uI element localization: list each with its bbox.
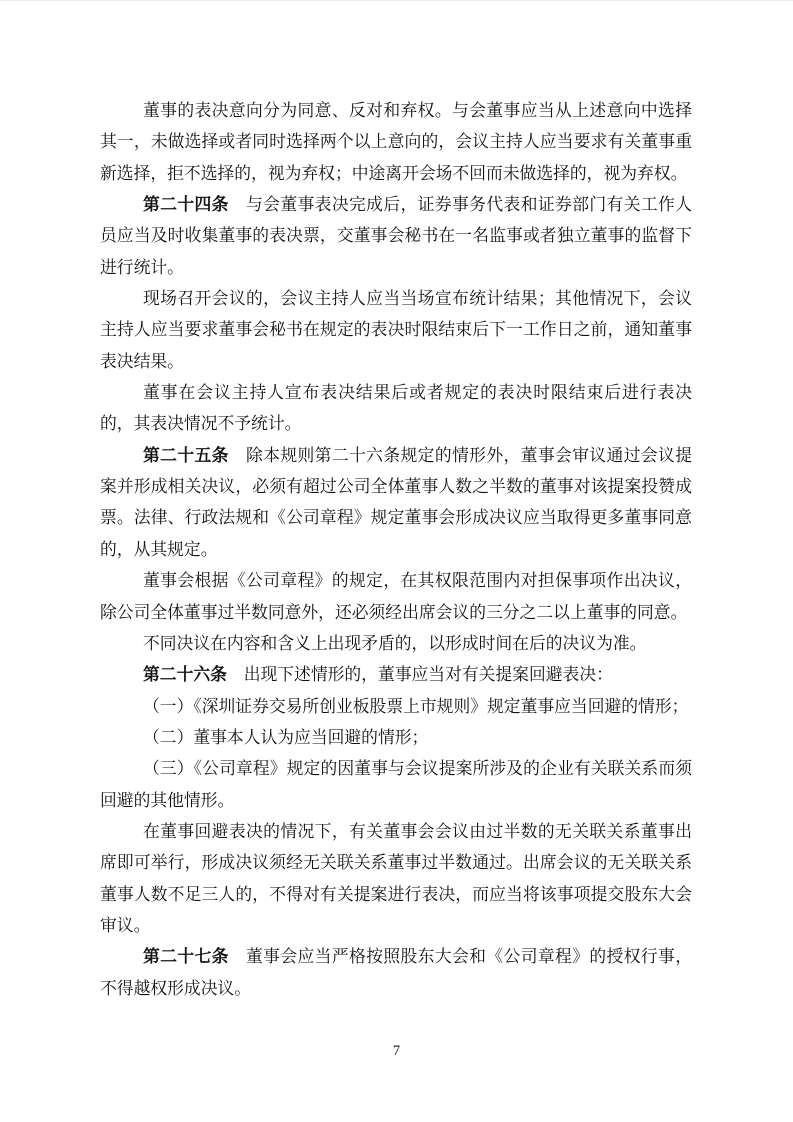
paragraph-text: 除本规则第二十六条规定的情形外，董事会审议通过会议提案并形成相关决议，必须有超过公司全体董事人数之半数的董事对该提案投赞成票。法律、行政法规和《公司章程》规定董事会形成决议应当取得更多董事同意的，从其规定。 — [100, 445, 692, 559]
paragraph-text: （三）《公司章程》规定的因董事与会议提案所涉及的企业有关联关系而须回避的其他情形。 — [100, 759, 692, 810]
article-number: 第二十四条 — [143, 195, 229, 215]
paragraph — [100, 628, 692, 659]
paragraph-text: 董事会根据《公司章程》的规定，在其权限范围内对担保事项作出决议，除公司全体董事过半数同意外，还必须经出席会议的三分之二以上董事的同意。 — [100, 571, 692, 622]
paragraph-text: （二）董事本人认为应当回避的情形； — [143, 727, 429, 747]
paragraph-article-24 — [100, 189, 692, 283]
article-number: 第二十七条 — [143, 947, 229, 967]
paragraph-article-25 — [100, 440, 692, 565]
paragraph-text: 出现下述情形的，董事应当对有关提案回避表决： — [226, 665, 613, 685]
paragraph-text: 董事在会议主持人宣布表决结果后或者规定的表决时限结束后进行表决的，其表决情况不予统计。 — [100, 383, 692, 434]
paragraph-text: 现场召开会议的，会议主持人应当当场宣布统计结果；其他情况下，会议主持人应当要求董事会秘书在规定的表决时限结束后下一工作日之前，通知董事表决结果。 — [100, 289, 692, 371]
list-item-2 — [100, 722, 692, 753]
paragraph-article-26 — [100, 659, 692, 690]
paragraph-article-27 — [100, 941, 692, 1004]
document-body — [100, 95, 692, 1004]
paragraph — [100, 377, 692, 440]
article-number: 第二十六条 — [143, 665, 227, 685]
paragraph — [100, 816, 692, 941]
list-item-3 — [100, 753, 692, 816]
paragraph — [100, 283, 692, 377]
paragraph-text: 与会董事表决完成后，证券事务代表和证券部门有关工作人员应当及时收集董事的表决票，交董事会秘书在一名监事或者独立董事的监督下进行统计。 — [100, 195, 692, 277]
paragraph-text: （一）《深圳证券交易所创业板股票上市规则》规定董事应当回避的情形； — [143, 696, 689, 716]
page-number: 7 — [392, 1043, 401, 1059]
article-number: 第二十五条 — [143, 445, 229, 465]
paragraph-text: 董事会应当严格按照股东大会和《公司章程》的授权行事，不得越权形成决议。 — [100, 947, 692, 998]
paragraph — [100, 565, 692, 628]
paragraph — [100, 95, 692, 189]
paragraph-text: 董事的表决意向分为同意、反对和弃权。与会董事应当从上述意向中选择其一，未做选择或者同时选择两个以上意向的，会议主持人应当要求有关董事重新选择，拒不选择的，视为弃权；中途离开会场不回而未做选择的，视为弃权。 — [100, 101, 692, 183]
paragraph-text: 在董事回避表决的情况下，有关董事会会议由过半数的无关联关系董事出席即可举行，形成决议须经无关联关系董事过半数通过。出席会议的无关联关系董事人数不足三人的，不得对有关提案进行表决，而应当将该事项提交股东大会审议。 — [100, 821, 692, 935]
paragraph-text: 不同决议在内容和含义上出现矛盾的，以形成时间在后的决议为准。 — [143, 633, 647, 653]
list-item-1 — [100, 691, 692, 722]
